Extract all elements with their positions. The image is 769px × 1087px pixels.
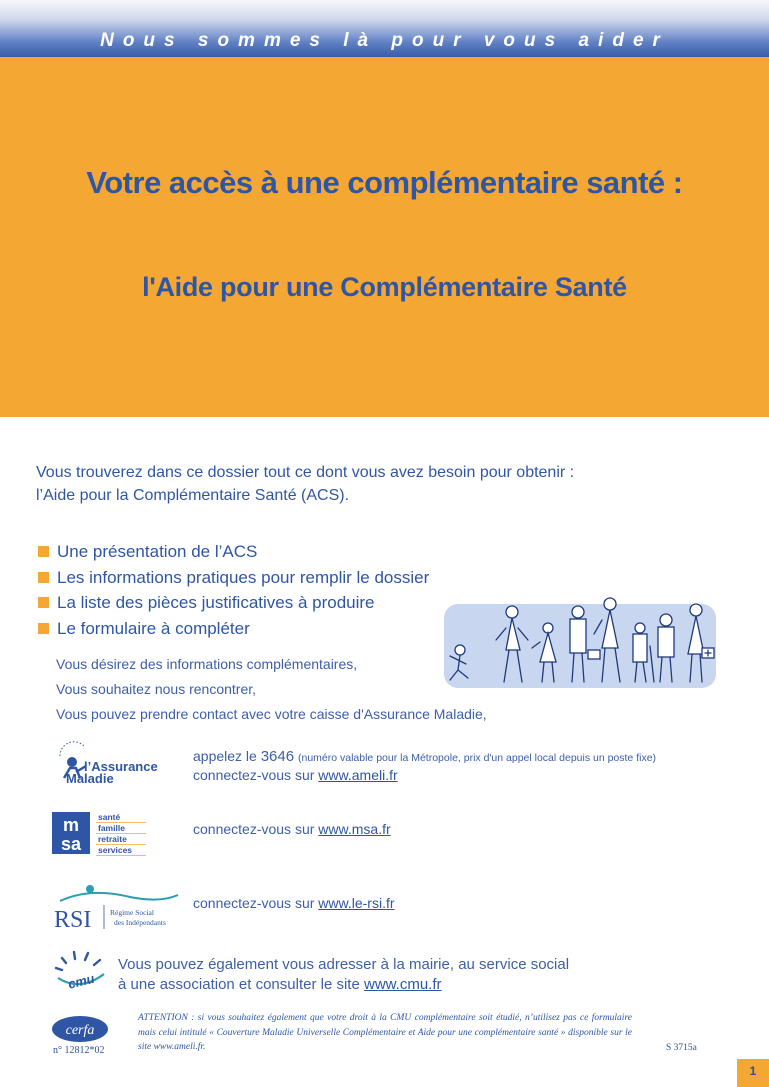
rsi-link[interactable]: www.le-rsi.fr bbox=[318, 895, 395, 911]
tagline: Nous sommes là pour vous aider bbox=[100, 30, 669, 51]
svg-text:services: services bbox=[98, 845, 133, 855]
ameli-phone-line: appelez le 3646 (numéro valable pour la Métropole, prix d'un appel local depuis un poste fixe) bbox=[193, 748, 657, 765]
cmu-line: à une association et consulter le site www.cmu.fr bbox=[118, 976, 442, 993]
msa-web-line: connectez-vous sur www.msa.fr bbox=[193, 821, 391, 837]
svg-text:Régime Social: Régime Social bbox=[110, 908, 154, 917]
square-bullet-icon bbox=[38, 597, 49, 608]
square-bullet-icon bbox=[38, 623, 49, 634]
ameli-logo-line1: l’Assurance bbox=[84, 759, 158, 774]
svg-text:m: m bbox=[62, 815, 80, 835]
cmu-line: Vous pouvez également vous adresser à la mairie, au service social bbox=[118, 956, 570, 973]
svg-text:santé: santé bbox=[98, 812, 121, 822]
cmu-link[interactable]: www.cmu.fr bbox=[363, 976, 442, 993]
msa-link[interactable]: www.msa.fr bbox=[318, 821, 391, 837]
list-item: La liste des pièces justificatives à produire bbox=[38, 590, 429, 616]
intro-line: l’Aide pour la Complémentaire Santé (ACS). bbox=[36, 487, 350, 504]
ameli-web-line: connectez-vous sur www.ameli.fr bbox=[193, 767, 398, 783]
page-subtitle: l'Aide pour une Complémentaire Santé bbox=[142, 272, 627, 302]
list-item: Le formulaire à compléter bbox=[38, 616, 429, 642]
title-panel bbox=[0, 57, 769, 417]
phone-number: 3646 bbox=[260, 748, 295, 765]
cerfa-logo bbox=[50, 1015, 112, 1043]
square-bullet-icon bbox=[38, 572, 49, 583]
cmu-logo-text: cmu bbox=[66, 970, 96, 992]
rsi-web-line: connectez-vous sur www.le-rsi.fr bbox=[193, 895, 395, 911]
contact-line: Vous pouvez prendre contact avec votre caisse d'Assurance Maladie, bbox=[56, 706, 487, 722]
ameli-link[interactable]: www.ameli.fr bbox=[318, 767, 398, 783]
intro-line: Vous trouverez dans ce dossier tout ce dont vous avez besoin pour obtenir : bbox=[36, 464, 575, 481]
phone-note: (numéro valable pour la Métropole, prix d'un appel local depuis un poste fixe) bbox=[297, 752, 657, 764]
svg-text:retraite: retraite bbox=[98, 834, 127, 844]
svg-text:famille: famille bbox=[98, 823, 125, 833]
cerfa-number: n° 12812*02 bbox=[53, 1045, 105, 1056]
form-reference: S 3715a bbox=[666, 1043, 697, 1053]
list-item: Les informations pratiques pour remplir le dossier bbox=[38, 565, 429, 591]
rsi-logo-text: RSI bbox=[54, 907, 92, 933]
page-number: 1 bbox=[737, 1059, 769, 1087]
msa-logo bbox=[52, 810, 148, 858]
cmu-text bbox=[118, 955, 569, 995]
svg-text:des Indépendants: des Indépendants bbox=[114, 918, 166, 927]
contents-list bbox=[38, 539, 429, 641]
assurance-maladie-logo bbox=[50, 738, 158, 788]
contact-line: Vous désirez des informations complémentaires, bbox=[56, 656, 358, 672]
rsi-logo bbox=[50, 883, 180, 931]
svg-text:sa: sa bbox=[60, 834, 82, 854]
cmu-logo bbox=[50, 948, 110, 992]
intro-text bbox=[36, 461, 574, 507]
contact-line: Vous souhaitez nous rencontrer, bbox=[56, 681, 257, 697]
ameli-logo-line2: Maladie bbox=[66, 771, 114, 786]
page-title: Votre accès à une complémentaire santé : bbox=[86, 165, 683, 200]
attention-note: ATTENTION : si vous souhaitez également que votre droit à la CMU complémentaire soit étudié, n’utilisez pas ce formulaire mais celui intitulé « Couverture Maladie Universelle Complémentaire et Aide pour une complémentaire santé » disponible sur le site www.ameli.fr. bbox=[138, 1013, 632, 1052]
square-bullet-icon bbox=[38, 546, 49, 557]
list-item: Une présentation de l’ACS bbox=[38, 539, 429, 565]
svg-text:cerfa: cerfa bbox=[65, 1023, 95, 1038]
contact-text bbox=[56, 652, 487, 727]
